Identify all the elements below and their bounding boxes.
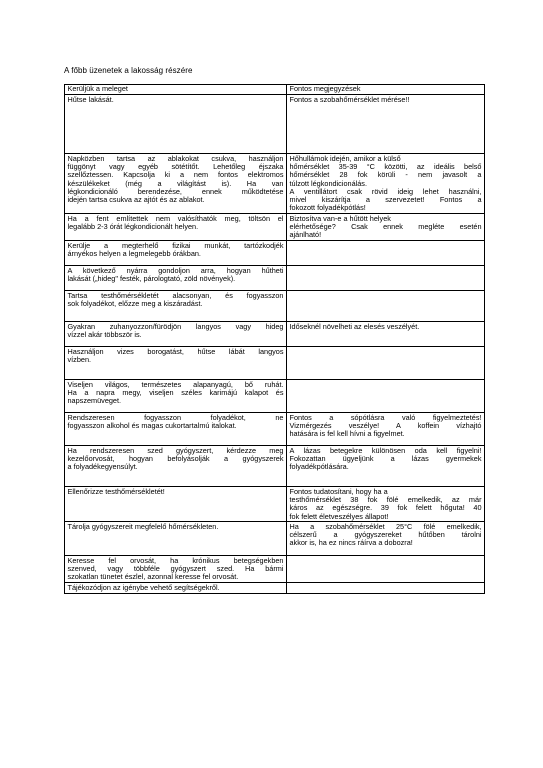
header-avoid-heat: Kerüljük a meleget (65, 85, 287, 95)
cell-text-line: Kerülje a megterhelő fizikai munkát, tartózkodjék (67, 240, 284, 250)
table-row (65, 347, 485, 380)
cell-text-line: Ellenőrizze testhőmérsékletét! (67, 486, 165, 496)
cell-text-line: Tájékozódjon az igénybe vehető segítségekről. (67, 582, 220, 592)
advice-cell (65, 347, 287, 380)
advice-cell (65, 291, 287, 322)
cell-text-line: árnyékos helyen a legmelegebb órákban. (67, 248, 201, 258)
cell-text-line: Ha rendszeresen szed gyógyszert, kérdezze meg (67, 445, 284, 455)
advice-table (64, 84, 485, 594)
advice-cell (65, 380, 287, 413)
advice-cell (65, 95, 287, 154)
note-cell (287, 556, 485, 583)
cell-text-line: légkondicionáló berendezése, ennek működtetése (67, 186, 284, 196)
advice-cell (65, 214, 287, 241)
cell-text-line: Gyakran zuhanyozzon/fürödjön langyos vagy hideg (67, 321, 284, 331)
table-row (65, 95, 485, 154)
cell-text-line: túlzott légkondicionálás. (289, 178, 367, 188)
advice-cell (65, 413, 287, 446)
cell-text-line: Napközben tartsa az ablakokat csukva, használjon (67, 153, 284, 163)
note-cell (287, 522, 485, 556)
table-header-row (65, 85, 485, 95)
cell-text-line: Hőhullámok idején, amikor a külső (289, 153, 401, 163)
cell-text-line: célszerű a gyógyszereket hűtőben tárolni (289, 530, 482, 540)
cell-text-line: Fontos tudatosítani, hogy ha a (289, 486, 388, 496)
note-cell (287, 583, 485, 593)
cell-text-line: Viseljen világos, természetes alapanyagú, bő ruhát. (67, 379, 284, 389)
cell-text-line: kezelőorvosát, hogyan befolyásolják a gyógyszerek (67, 453, 284, 463)
cell-text-line: A következő nyárra gondoljon arra, hogyan hűtheti (67, 265, 284, 275)
advice-cell (65, 322, 287, 347)
header-important-notes: Fontos megjegyzések (287, 85, 485, 95)
cell-text-line: Használjon vizes borogatást, hűtse lábát langyos (67, 346, 284, 356)
cell-text-line: Ha a fent említettek nem valósíthatók meg, töltsön el (67, 213, 284, 223)
note-cell (287, 487, 485, 522)
cell-text-line: Keresse fel orvosát, ha krónikus betegségekben (67, 555, 284, 565)
cell-text-line: testhőmérséklet 38 fok fölé emelkedik, az már (289, 494, 482, 504)
table-row (65, 446, 485, 487)
note-cell (287, 154, 485, 214)
cell-text-line: ajánlható! (289, 230, 322, 240)
advice-cell (65, 556, 287, 583)
table-row (65, 322, 485, 347)
cell-text-line: hatására is fel kell hívni a figyelmet. (289, 429, 405, 439)
page-title: A főbb üzenetek a lakosság részére (64, 66, 193, 75)
cell-text-line: fok felett életveszélyes állapot! (289, 511, 389, 521)
cell-text-line: Rendszeresen fogyasszon folyadékot, ne (67, 412, 284, 422)
table-row (65, 583, 485, 593)
cell-text-line: szokatlan tünetet észlel, azonnal keresse fel orvosát. (67, 572, 239, 582)
note-cell (287, 266, 485, 291)
cell-text-line: készülékeket (még a világítást is). Ha van (67, 178, 284, 188)
cell-text-line: sok folyadékot, előzze meg a kiszáradást. (67, 298, 203, 308)
advice-cell (65, 266, 287, 291)
cell-text-line: legalább 2-3 órát légkondicionált helyen. (67, 222, 199, 232)
table-row (65, 556, 485, 583)
note-cell (287, 214, 485, 241)
note-cell (287, 95, 485, 154)
cell-text-line: Fontos a szobahőmérséklet mérése!! (289, 94, 410, 104)
advice-cell (65, 583, 287, 593)
advice-cell (65, 241, 287, 266)
cell-text-line: lakását („hideg" festék, párologtató, zöld növények). (67, 273, 236, 283)
table-row (65, 241, 485, 266)
cell-text-line: akkor is, ha ez nincs ráírva a dobozra! (289, 538, 413, 548)
cell-text-line: napszemüveget. (67, 396, 122, 406)
cell-text-line: fogyasszon alkohol és magas cukortartalmú italokat. (67, 420, 237, 430)
note-cell (287, 241, 485, 266)
table-row (65, 487, 485, 522)
cell-text-line: Biztosítva van-e a hűtött helyek (289, 213, 391, 223)
cell-text-line: szenved, vagy többféle gyógyszert szed. Ha bármi (67, 564, 284, 574)
advice-cell (65, 487, 287, 522)
note-cell (287, 413, 485, 446)
cell-text-line: káros az egészségre. 39 fok felett hőguta! 40 (289, 503, 482, 513)
note-cell (287, 291, 485, 322)
cell-text-line: idején tartsa csukva az ajtót és az ablakot. (67, 195, 205, 205)
cell-text-line: vízzel akár többször is. (67, 329, 142, 339)
cell-text-line: szellőztessen. Kapcsolja ki a nem fontos elektromos (67, 170, 284, 180)
note-cell (287, 347, 485, 380)
cell-text-line: Fokozattan ügyeljünk a lázas gyermekek (289, 453, 482, 463)
table-row (65, 380, 485, 413)
cell-text-line: folyadékpótlására. (289, 462, 349, 472)
note-cell (287, 322, 485, 347)
cell-text-line: A lázas betegekre különösen oda kell figyelni! (289, 445, 482, 455)
cell-text-line: mivel kiszárítja a szervezetet! Fontos a (289, 195, 482, 205)
cell-text-line: A ventillátort csak rövid ideig lehet használni, (289, 186, 482, 196)
cell-text-line: Vizmérgezés veszélye! A koffein vízhajtó (289, 420, 482, 430)
note-cell (287, 380, 485, 413)
cell-text-line: fokozott folyadékpótlás! (289, 203, 366, 213)
cell-text-line: Tartsa testhőmérsékletét alacsonyan, és fogyasszon (67, 290, 284, 300)
cell-text-line: Időseknél növelheti az elesés veszélyét. (289, 321, 420, 331)
cell-text-line: elérhetősége? Csak ennek megléte esetén (289, 222, 482, 232)
cell-text-line: vízben. (67, 354, 92, 364)
cell-text-line: Tárolja gyógyszereit megfelelő hőmérsékleten. (67, 521, 219, 531)
advice-cell (65, 154, 287, 214)
cell-text-line: függönyt vagy egyéb sötétítőt. Lehetőleg éjszaka (67, 161, 284, 171)
table-row (65, 214, 485, 241)
cell-text-line: hőmérséklet 35-39 °C közötti, az ideális belső (289, 161, 482, 171)
table-row (65, 291, 485, 322)
table-row (65, 413, 485, 446)
table-row (65, 154, 485, 214)
cell-text-line: Ha a napra megy, viseljen széles karimájú kalapot és (67, 387, 284, 397)
note-cell (287, 446, 485, 487)
cell-text-line: Fontos a sópótlásra való figyelmeztetés! (289, 412, 482, 422)
table-row (65, 522, 485, 556)
table-row (65, 266, 485, 291)
advice-cell (65, 446, 287, 487)
cell-text-line: hőmérséklet 28 fok körüli - nem javasolt a (289, 170, 482, 180)
cell-text-line: Ha a szobahőmérséklet 25°C fölé emelkedik, (289, 521, 482, 531)
cell-text-line: a folyadékegyensúlyt. (67, 462, 138, 472)
cell-text-line: Hűtse lakását. (67, 94, 114, 104)
advice-cell (65, 522, 287, 556)
